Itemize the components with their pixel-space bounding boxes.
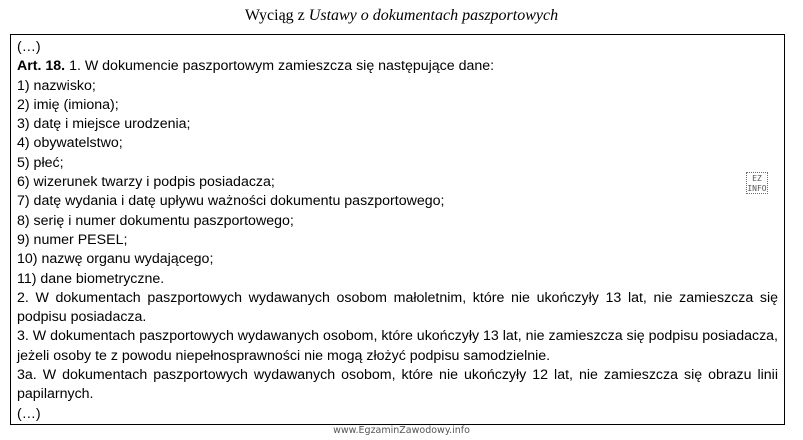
list-item: 11) dane biometryczne. bbox=[17, 270, 165, 287]
ellipsis-end: (…) bbox=[17, 405, 41, 422]
stamp-line-2: INFO bbox=[747, 184, 767, 193]
list-item: 4) obywatelstwo; bbox=[17, 135, 123, 152]
watermark: www.EgzaminZawodowy.info bbox=[333, 425, 470, 436]
article-intro-text: 1. W dokumencie paszportowym zamieszcza się następujące dane: bbox=[69, 58, 495, 75]
list-item: 8) serię i numer dokumentu paszportowego; bbox=[17, 212, 294, 229]
ellipsis-start: (…) bbox=[17, 39, 41, 55]
paragraph-3a: 3a. W dokumentach paszportowych wydawanych osobom, które nie ukończyły 12 lat, nie zamieszcza się obrazu linii papilarnych. bbox=[17, 367, 778, 403]
list-item: 1) nazwisko; bbox=[17, 77, 96, 94]
title-prefix: Wyciąg z bbox=[244, 7, 305, 24]
paragraph-3: 3. W dokumentach paszportowych wydawanych osobom, które ukończyły 13 lat, nie zamieszcza się podpisu posiadacza, jeżeli osoby te z powodu niepełnosprawności nie mogą złożyć podpisu samodzielnie. bbox=[17, 328, 778, 364]
paragraph-2: 2. W dokumentach paszportowych wydawanych osobom małoletnim, które nie ukończyły 13 lat, nie zamieszcza się podpisu posiadacza. bbox=[17, 289, 778, 326]
list-item: 2) imię (imiona); bbox=[17, 96, 119, 113]
list-item: 6) wizerunek twarzy i podpis posiadacza; bbox=[17, 174, 275, 191]
ez-info-stamp-icon bbox=[746, 172, 768, 194]
list-item: 10) nazwę organu wydającego; bbox=[17, 251, 214, 268]
article-label: Art. 18. bbox=[17, 58, 66, 75]
list-item: 3) datę i miejsce urodzenia; bbox=[17, 116, 191, 133]
list-item: 5) płeć; bbox=[17, 154, 64, 171]
list-item: 9) numer PESEL; bbox=[17, 231, 128, 248]
document-title bbox=[0, 6, 803, 26]
list-item: 7) datę wydania i datę upływu ważności dokumentu paszportowego; bbox=[17, 193, 445, 210]
title-emphasis: Ustawy o dokumentach paszportowych bbox=[308, 7, 559, 24]
article-intro bbox=[17, 57, 778, 76]
excerpt-box bbox=[10, 34, 785, 425]
stamp-line-1: EZ bbox=[752, 174, 762, 183]
